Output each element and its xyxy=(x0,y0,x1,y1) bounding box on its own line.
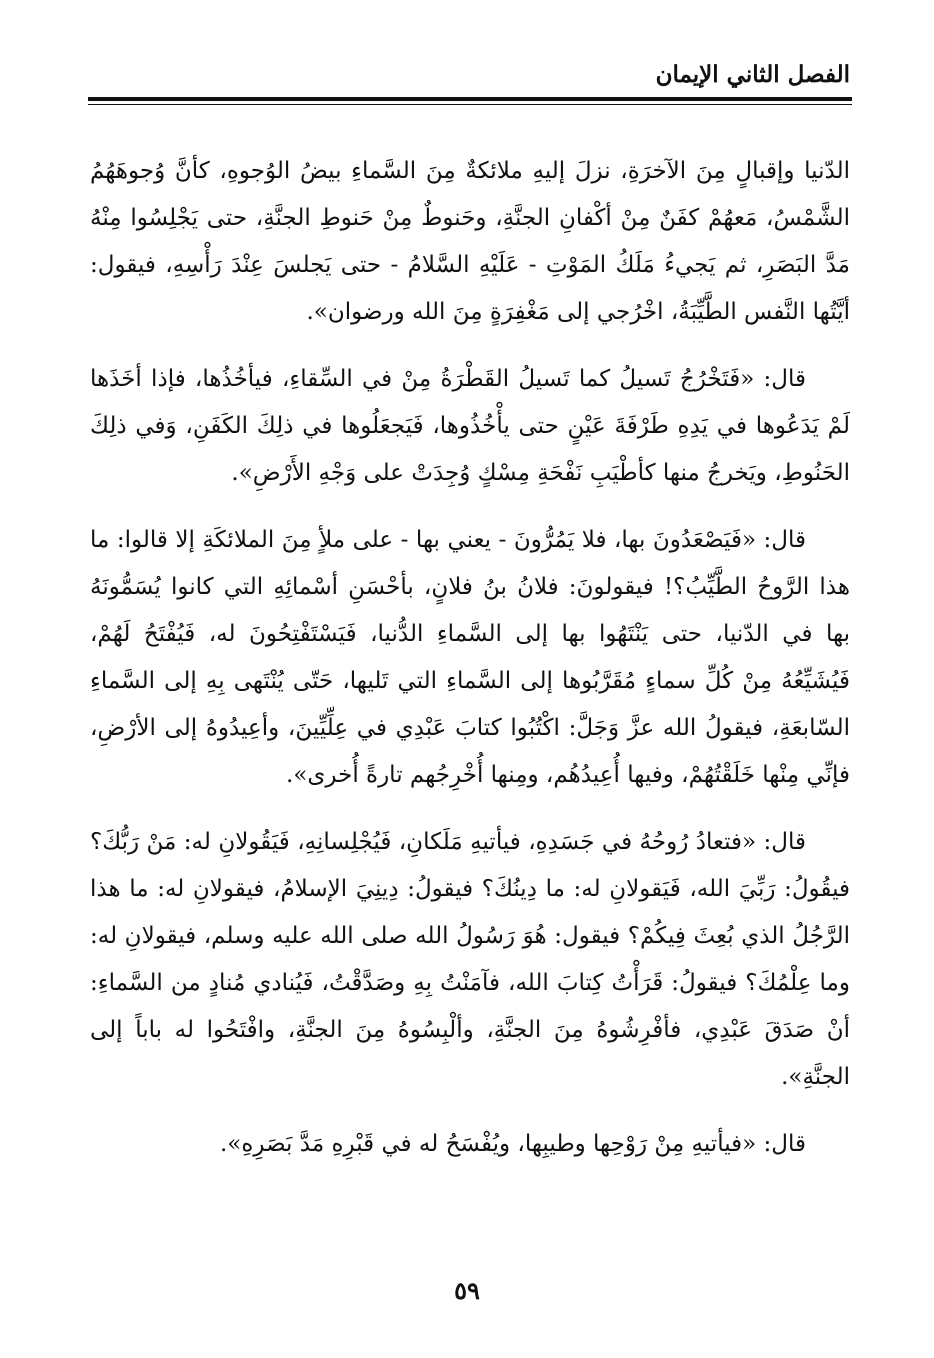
paragraph-1: الدّنيا وإقبالٍ مِنَ الآخرَةِ، نزلَ إليهِ ملائكةٌ مِنَ السَّماءِ بيضُ الوُجوهِ، كأنَّ وُجوهَهُمُ الشَّمْسُ، مَعهُمْ كفَنٌ مِنْ أكْفانِ الجنَّةِ، وحَنوطٌ مِنْ حَنوطِ الجنَّةِ، حتى يَجْلِسُوا مِنْهُ مَدَّ البَصَرِ، ثم يَجيءُ مَلَكُ المَوْتِ - عَلَيْهِ السَّلامُ - حتى يَجلسَ عِنْدَ رَأْسِهِ، فيقول: أيَّتُها النَّفس الطَّيِّبَةُ، اخْرُجي إلى مَغْفِرَةٍ مِنَ الله ورضوان». xyxy=(90,158,850,325)
paragraph-4: قال: «فتعادُ رُوحُهُ في جَسَدِهِ، فيأتيهِ مَلَكانِ، فَيُجْلِسانِهِ، فَيَقُولانِ له: مَنْ رَبُّكَ؟ فيقُولُ: رَبِّيَ الله، فَيَقولانِ له: ما دِينُكَ؟ فيقولُ: دِينِيَ الإسلامُ، فيقولانِ له: ما هذا الرَّجُلُ الذي بُعِثَ فِيكُمْ؟ فيقول: هُوَ رَسُولُ الله صلى الله عليه وسلم، فيقولانِ له: وما عِلْمُكَ؟ فيقولُ: قَرَأْتُ كِتابَ الله، فآمَنْتُ بِهِ وصَدَّقْتُ، فَيُنادي مُنادٍ من السَّماءِ: أنْ صَدَقَ عَبْدِي، فأفْرِشُوهُ مِنَ الجنَّةِ، وألْبِسُوهُ مِنَ الجنَّةِ، وافْتَحُوا له باباً إلى الجنَّةِ». xyxy=(90,829,850,1090)
paragraph-5: قال: «فيأتيهِ مِنْ رَوْحِها وطيبِها، ويُفْسَحُ له في قَبْرِهِ مَدَّ بَصَرِهِ». xyxy=(219,1131,806,1157)
paragraph-3: قال: «فَيَصْعَدُونَ بها، فلا يَمُرُّونَ - يعني بها - على ملأٍ مِنَ الملائكَةِ إلا قالوا: ما هذا الرَّوحُ الطَّيِّبُ؟! فيقولونَ: فلانُ بنُ فلانٍ، بأحْسَنِ أسْمائِهِ التي كانوا يُسَمُّونَهُ بها في الدّنيا، حتى يَنْتَهُوا بها إلى السَّماءِ الدُّنيا، فَيَسْتَفْتِحُونَ له، فَيُفْتَحُ لَهُمْ، فَيُشَيِّعُهُ مِنْ كُلِّ سماءٍ مُقَرَّبُوها إلى السَّماءِ التي تَليها، حَتّى يُنْتَهى بِهِ إلى السَّماءِ السّابعَةِ، فيقولُ الله عزَّ وَجَلَّ: اكْتُبُوا كتابَ عَبْدِي في عِلِّيِّينَ، وأعِيدُوهُ إلى الأرْضِ، فإنِّي مِنْها خَلَقْتُهُمْ، وفيها أُعِيدُهُم، ومِنها أُخْرِجُهم تارةً أُخرى». xyxy=(90,527,850,788)
header-rule-thin xyxy=(88,104,852,105)
header-rule-thick xyxy=(88,97,852,101)
body-text xyxy=(90,148,850,1188)
running-header-title: الفصل الثاني الإيمان xyxy=(655,61,850,88)
paragraph-2: قال: «فَتَخْرُجُ تَسيلُ كما تَسيلُ القَطْرَةُ مِنْ في السِّقاءِ، فيأخُذُها، فإذا أخَذَها لَمْ يَدَعُوها في يَدِهِ طَرْفَةَ عَيْنٍ حتى يأْخُذُوها، فَيَجعَلُوها في ذلِكَ الكَفَنِ، وَفي ذلِكَ الحَنُوطِ، ويَخرجُ منها كأطْيَبِ نَفْحَةِ مِسْكٍ وُجِدَتْ على وَجْهِ الأَرْضِ». xyxy=(90,366,850,486)
page-number: ٥٩ xyxy=(454,1276,480,1305)
